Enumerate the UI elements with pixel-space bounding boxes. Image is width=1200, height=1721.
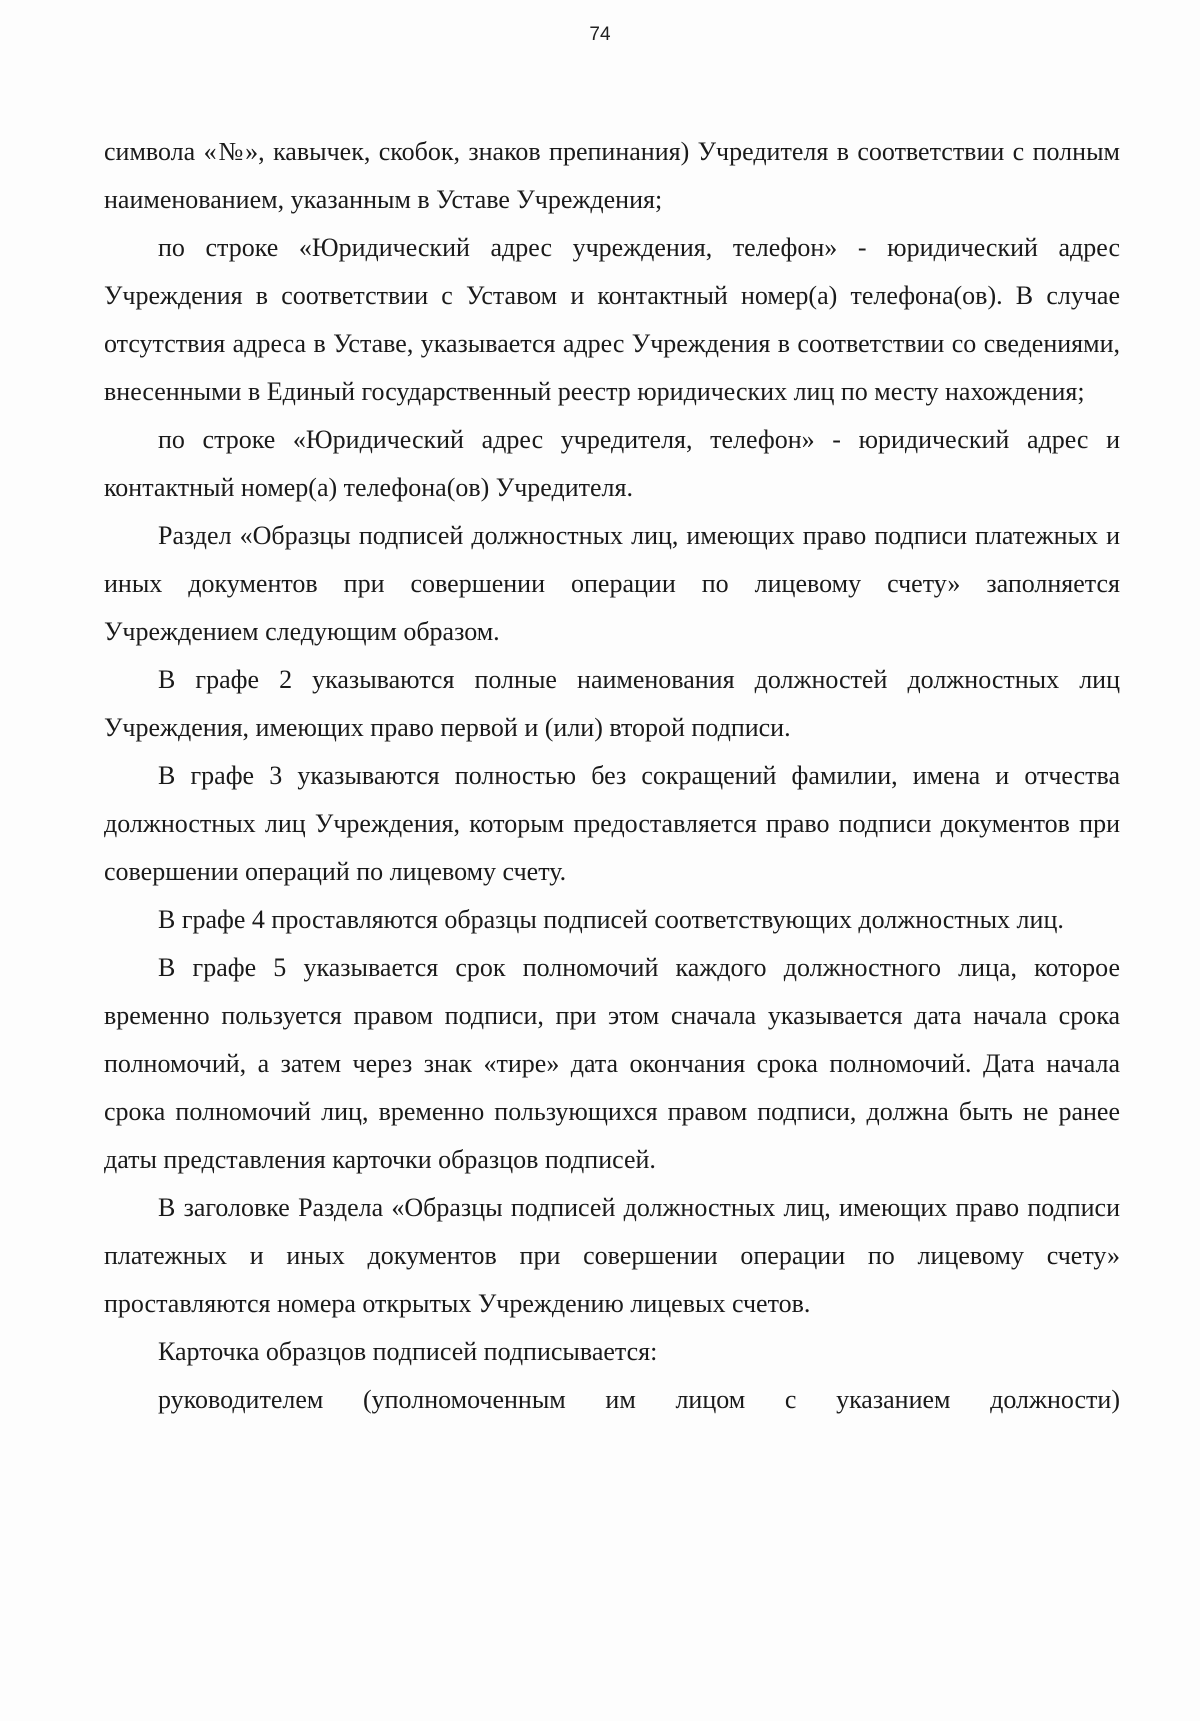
- paragraph-10: Карточка образцов подписей подписывается:: [158, 1337, 658, 1366]
- paragraph-5: В графе 2 указываются полные наименования должностей должностных лиц Учреждения, имеющих право первой и (или) второй подписи.: [104, 665, 1120, 742]
- paragraph-3: по строке «Юридический адрес учредителя, телефон» - юридический адрес и контактный номер(а) телефона(ов) Учредителя.: [104, 425, 1120, 502]
- paragraph-7: В графе 4 проставляются образцы подписей соответствующих должностных лиц.: [158, 905, 1064, 934]
- paragraph-1: символа «№», кавычек, скобок, знаков препинания) Учредителя в соответствии с полным наименованием, указанным в Уставе Учреждения;: [104, 137, 1120, 214]
- paragraph-6: В графе 3 указываются полностью без сокращений фамилии, имена и отчества должностных лиц Учреждения, которым предоставляется право подписи документов при совершении операций по лицевому счету.: [104, 761, 1120, 886]
- document-body: [104, 128, 1120, 1424]
- paragraph-4: Раздел «Образцы подписей должностных лиц, имеющих право подписи платежных и иных документов при совершении операции по лицевому счету» заполняется Учреждением следующим образом.: [104, 521, 1120, 646]
- paragraph-11: руководителем (уполномоченным им лицом с указанием должности): [158, 1385, 1120, 1414]
- paragraph-9: В заголовке Раздела «Образцы подписей должностных лиц, имеющих право подписи платежных и иных документов при совершении операции по лицевому счету» проставляются номера открытых Учреждению лицевых счетов.: [104, 1193, 1120, 1318]
- page-number: 74: [589, 24, 611, 45]
- paragraph-2: по строке «Юридический адрес учреждения, телефон» - юридический адрес Учреждения в соответствии с Уставом и контактный номер(а) телефона(ов). В случае отсутствия адреса в Уставе, указывается адрес Учреждения в соответствии со сведениями, внесенными в Единый государственный реестр юридических лиц по месту нахождения;: [104, 233, 1120, 406]
- paragraph-8: В графе 5 указывается срок полномочий каждого должностного лица, которое временно пользуется правом подписи, при этом сначала указывается дата начала срока полномочий, а затем через знак «тире» дата окончания срока полномочий. Дата начала срока полномочий лиц, временно пользующихся правом подписи, должна быть не ранее даты представления карточки образцов подписей.: [104, 953, 1120, 1174]
